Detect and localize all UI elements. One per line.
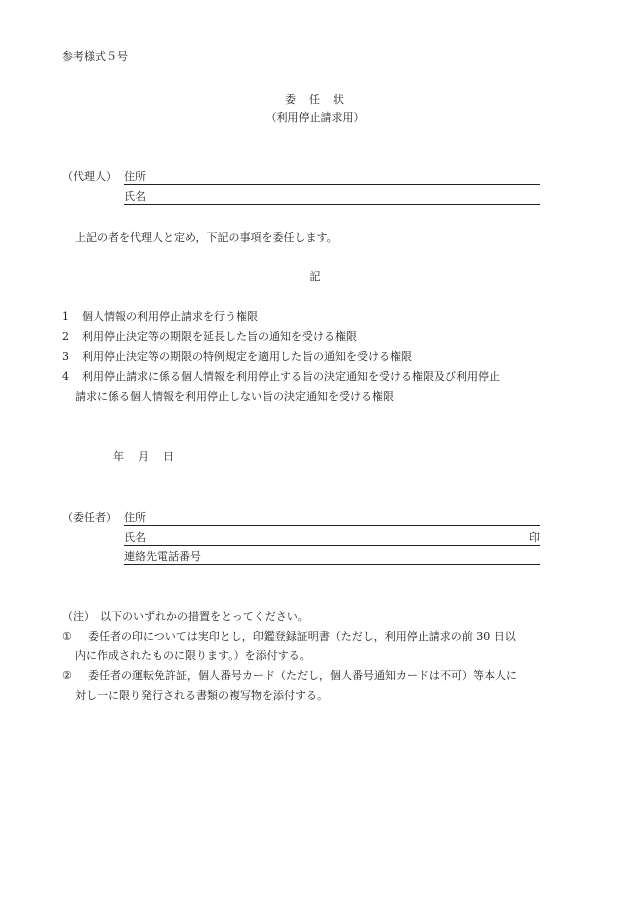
date-month: 月 <box>138 450 149 463</box>
notes-heading-label: （注） <box>62 610 95 623</box>
agent-label: （代理人） <box>62 170 117 183</box>
document-title: 委 任 状 <box>285 93 345 106</box>
note-item: 委任者の印については実印とし，印鑑登録証明書（ただし，利用停止請求の前 30 日以 <box>88 630 516 643</box>
ki-heading: 記 <box>309 270 321 283</box>
note-mark: ② <box>62 669 72 682</box>
principal-phone-line <box>124 564 540 565</box>
date-day: 日 <box>163 450 174 463</box>
agent-address-line <box>124 184 540 185</box>
list-item-number: 4 <box>62 370 69 383</box>
list-item: 利用停止決定等の期限の特例規定を適用した旨の通知を受ける権限 <box>82 350 412 363</box>
list-item: 個人情報の利用停止請求を行う権限 <box>82 310 258 323</box>
list-item: 利用停止決定等の期限を延長した旨の通知を受ける権限 <box>82 330 357 343</box>
intro-text: 上記の者を代理人と定め，下記の事項を委任します。 <box>75 231 338 244</box>
notes-heading-text: 以下のいずれかの措置をとってください。 <box>100 610 309 623</box>
agent-name-line <box>124 204 540 205</box>
note-item: 委任者の運転免許証，個人番号カード（ただし，個人番号通知カードは不可）等本人に <box>88 669 517 682</box>
list-item-number: 2 <box>62 330 69 343</box>
note-item-continuation: 内に作成されたものに限ります。）を添付する。 <box>75 649 311 662</box>
list-item-number: 3 <box>62 350 69 363</box>
agent-name-label: 氏名 <box>124 190 146 203</box>
principal-address-label: 住所 <box>124 511 146 524</box>
date-year: 年 <box>113 450 124 463</box>
principal-label: （委任者） <box>62 511 117 524</box>
list-item-continuation: 請求に係る個人情報を利用停止しない旨の決定通知を受ける権限 <box>75 390 394 403</box>
note-mark: ① <box>62 630 72 643</box>
principal-phone-label: 連絡先電話番号 <box>124 550 201 563</box>
form-number: 参考様式５号 <box>62 50 128 63</box>
document-subtitle: （利用停止請求用） <box>265 111 365 124</box>
seal-mark: 印 <box>529 531 540 544</box>
principal-name-line <box>124 545 540 546</box>
agent-address-label: 住所 <box>124 170 146 183</box>
list-item-number: 1 <box>62 310 69 323</box>
list-item: 利用停止請求に係る個人情報を利用停止する旨の決定通知を受ける権限及び利用停止 <box>82 370 500 383</box>
principal-address-line <box>124 525 540 526</box>
principal-name-label: 氏名 <box>124 531 146 544</box>
note-item-continuation: 対し一に限り発行される書類の複写物を添付する。 <box>75 689 328 702</box>
